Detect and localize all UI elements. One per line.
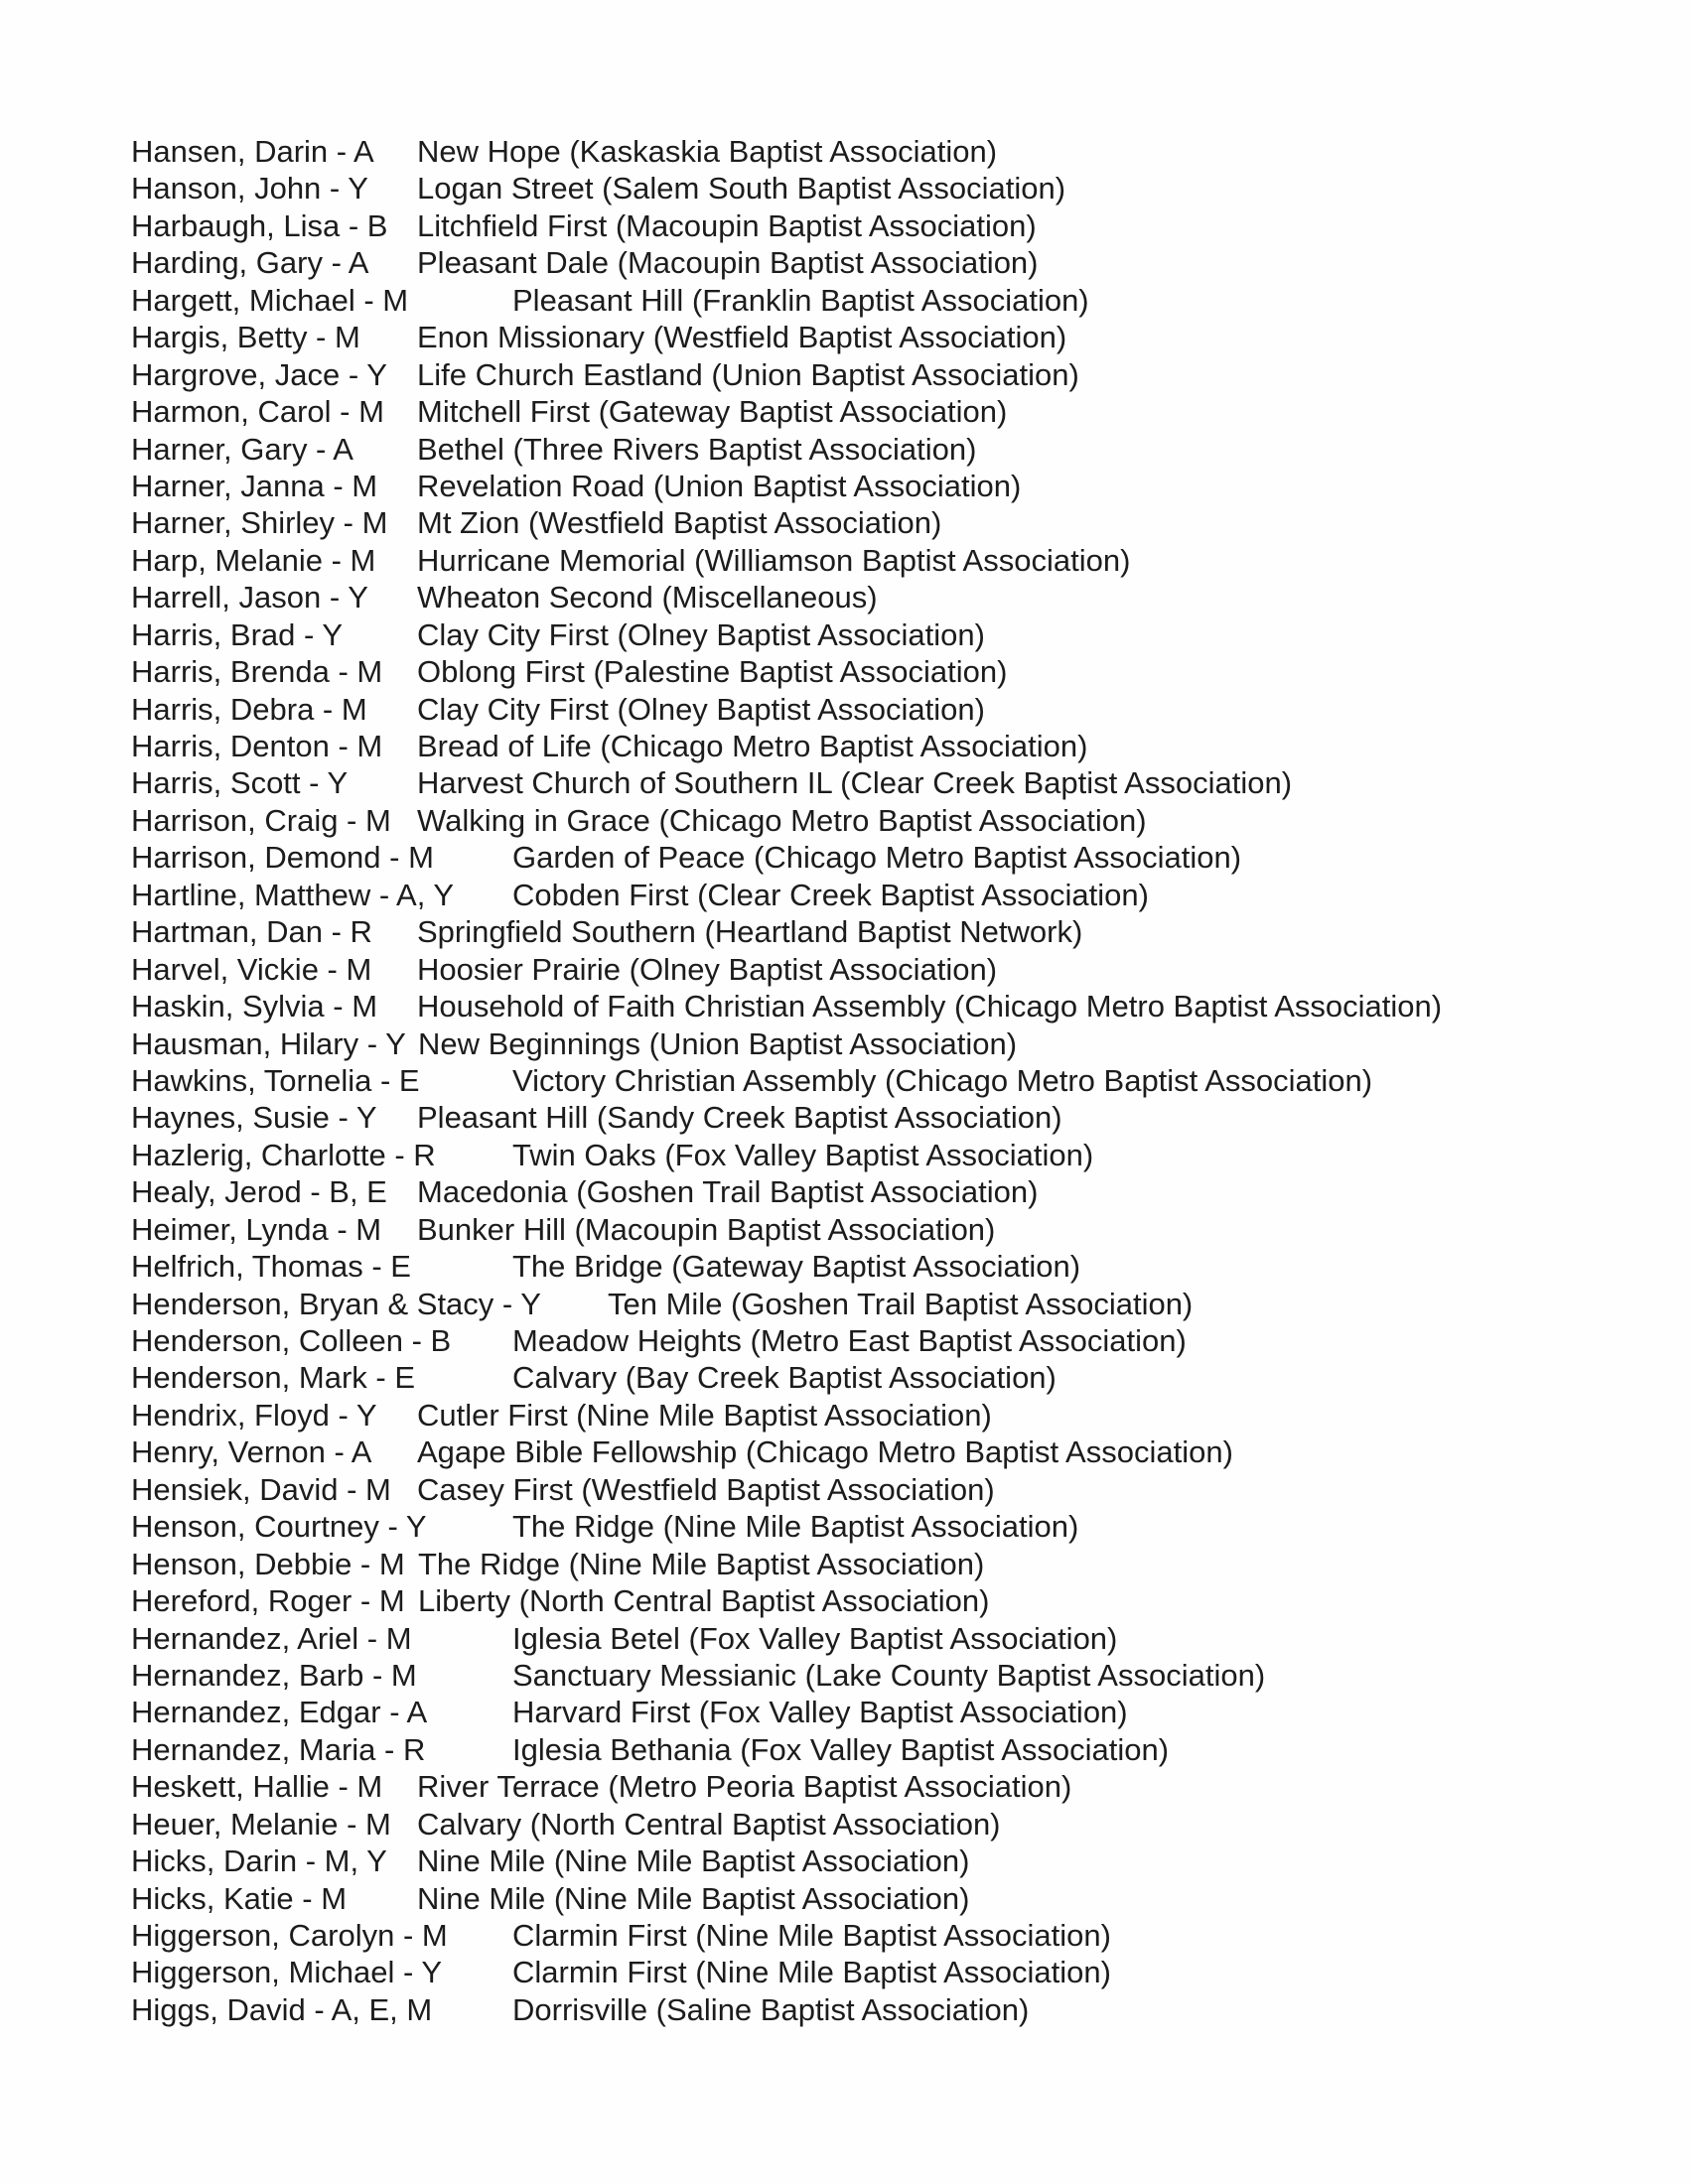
church-association: Garden of Peace (Chicago Metro Baptist Association) [512,840,1242,876]
list-item [131,1248,1660,1285]
list-item [131,244,1660,281]
member-name: Harmon, Carol - M [131,394,384,430]
church-association: Pleasant Hill (Franklin Baptist Association) [512,282,1089,318]
church-association: Walking in Grace (Chicago Metro Baptist Association) [417,802,1147,838]
church-association: Calvary (North Central Baptist Association) [417,1806,1001,1842]
member-name: Henson, Courtney - Y [131,1509,427,1545]
church-association: Oblong First (Palestine Baptist Association) [417,654,1008,690]
church-association: Harvest Church of Southern IL (Clear Creek Baptist Association) [417,765,1293,801]
list-item [131,1880,1660,1917]
list-item [131,1768,1660,1805]
church-association: Revelation Road (Union Baptist Association) [417,468,1022,503]
member-name: Heuer, Melanie - M [131,1806,391,1842]
church-association: Hurricane Memorial (Williamson Baptist Association) [417,542,1131,578]
member-name: Haskin, Sylvia - M [131,989,378,1024]
list-item [131,1322,1660,1359]
list-item [131,1546,1660,1582]
church-association: Liberty (North Central Baptist Association) [418,1583,990,1619]
list-item [131,431,1660,468]
list-item [131,468,1660,504]
church-association: Ten Mile (Goshen Trail Baptist Association) [608,1286,1194,1321]
list-item [131,951,1660,988]
church-association: Macedonia (Goshen Trail Baptist Association) [417,1174,1039,1210]
member-name: Harris, Brenda - M [131,654,383,690]
member-name: Hargrove, Jace - Y [131,356,387,392]
church-association: Bunker Hill (Macoupin Baptist Association) [417,1211,996,1247]
member-name: Hanson, John - Y [131,171,368,206]
list-item [131,1471,1660,1508]
member-name: Heskett, Hallie - M [131,1769,383,1805]
member-name: Harrison, Craig - M [131,802,391,838]
list-item [131,504,1660,541]
member-name: Harris, Brad - Y [131,616,344,652]
member-name: Hendrix, Floyd - Y [131,1397,377,1433]
list-item [131,1286,1660,1322]
church-association: Harvard First (Fox Valley Baptist Association) [512,1695,1128,1730]
list-item [131,877,1660,913]
list-item [131,282,1660,319]
member-name: Hernandez, Barb - M [131,1657,417,1693]
list-item [131,319,1660,355]
church-association: The Ridge (Nine Mile Baptist Association) [418,1546,985,1581]
church-association: Sanctuary Messianic (Lake County Baptist Association) [512,1657,1266,1693]
list-item [131,170,1660,206]
member-name: Hicks, Darin - M, Y [131,1843,387,1879]
member-name: Higgs, David - A, E, M [131,1991,433,2027]
list-item [131,1806,1660,1843]
member-name: Henson, Debbie - M [131,1546,405,1581]
member-name: Henry, Vernon - A [131,1434,372,1470]
member-name: Harrell, Jason - Y [131,580,368,615]
church-association: Hoosier Prairie (Olney Baptist Association) [417,951,998,987]
church-association: Clarmin First (Nine Mile Baptist Association) [512,1955,1111,1990]
church-association: New Hope (Kaskaskia Baptist Association) [417,134,998,169]
church-association: Iglesia Betel (Fox Valley Baptist Association) [512,1620,1118,1656]
church-association: Logan Street (Salem South Baptist Association) [417,171,1066,206]
church-association: Clay City First (Olney Baptist Association) [417,691,985,727]
list-item [131,1397,1660,1433]
list-item [131,616,1660,653]
member-name: Harner, Shirley - M [131,505,388,541]
member-name: Hartman, Dan - R [131,914,372,950]
member-name: Harp, Melanie - M [131,542,376,578]
list-item [131,542,1660,579]
church-association: Enon Missionary (Westfield Baptist Association) [417,320,1067,355]
church-association: Cutler First (Nine Mile Baptist Association) [417,1397,992,1433]
member-name: Harner, Janna - M [131,468,378,503]
member-name: Henderson, Colleen - B [131,1323,452,1358]
list-item [131,728,1660,764]
member-name: Harrison, Demond - M [131,840,434,876]
member-name: Hawkins, Tornelia - E [131,1062,420,1098]
member-name: Healy, Jerod - B, E [131,1174,387,1210]
member-name: Helfrich, Thomas - E [131,1249,411,1285]
member-name: Hereford, Roger - M [131,1583,405,1619]
list-item [131,1731,1660,1768]
church-association: The Ridge (Nine Mile Baptist Association) [512,1509,1079,1545]
church-association: New Beginnings (Union Baptist Association) [418,1025,1018,1061]
church-association: Nine Mile (Nine Mile Baptist Association) [417,1880,970,1916]
member-name: Harvel, Vickie - M [131,951,372,987]
member-name: Hernandez, Maria - R [131,1731,426,1767]
member-name: Higgerson, Carolyn - M [131,1918,448,1953]
list-item [131,1694,1660,1730]
member-name: Hazlerig, Charlotte - R [131,1137,436,1172]
church-association: Nine Mile (Nine Mile Baptist Association) [417,1843,970,1879]
list-item [131,1211,1660,1248]
church-association: Clarmin First (Nine Mile Baptist Association) [512,1918,1111,1953]
church-association: Casey First (Westfield Baptist Association) [417,1471,995,1507]
list-item [131,579,1660,615]
church-association: Bread of Life (Chicago Metro Baptist Association) [417,729,1088,763]
member-name: Hensiek, David - M [131,1471,391,1507]
list-item [131,1173,1660,1210]
church-association: Cobden First (Clear Creek Baptist Association) [512,877,1149,912]
list-item [131,1508,1660,1545]
church-association: Iglesia Bethania (Fox Valley Baptist Association) [512,1731,1170,1767]
list-item [131,839,1660,876]
church-association: Pleasant Dale (Macoupin Baptist Association) [417,245,1039,281]
list-item [131,1062,1660,1099]
member-name: Hartline, Matthew - A, Y [131,877,455,912]
member-name: Haynes, Susie - Y [131,1100,377,1136]
list-item [131,1954,1660,1990]
list-item [131,653,1660,690]
member-name: Harding, Gary - A [131,245,369,281]
church-association: River Terrace (Metro Peoria Baptist Association) [417,1769,1072,1805]
church-association: Wheaton Second (Miscellaneous) [417,580,878,615]
member-name: Hargis, Betty - M [131,320,360,355]
list-item [131,1991,1660,2028]
member-name: Henderson, Bryan & Stacy - Y [131,1286,541,1321]
church-association: Agape Bible Fellowship (Chicago Metro Baptist Association) [417,1434,1233,1470]
list-item [131,133,1660,170]
church-association: Pleasant Hill (Sandy Creek Baptist Association) [417,1100,1062,1136]
list-item [131,1433,1660,1470]
list-item [131,1099,1660,1136]
list-item [131,393,1660,430]
member-name: Henderson, Mark - E [131,1360,415,1396]
list-item [131,802,1660,839]
church-association: Mt Zion (Westfield Baptist Association) [417,505,942,541]
member-name: Higgerson, Michael - Y [131,1955,443,1990]
church-association: Clay City First (Olney Baptist Association) [417,616,985,652]
member-name: Hargett, Michael - M [131,282,409,318]
member-name: Heimer, Lynda - M [131,1211,382,1247]
member-name: Harris, Debra - M [131,691,367,727]
list-item [131,1025,1660,1062]
church-association: Household of Faith Christian Assembly (Chicago Metro Baptist Association) [417,989,1443,1024]
list-item [131,691,1660,728]
list-item [131,1843,1660,1879]
member-name: Hausman, Hilary - Y [131,1025,406,1061]
church-association: Calvary (Bay Creek Baptist Association) [512,1360,1057,1396]
list-item [131,1582,1660,1619]
list-item [131,1917,1660,1954]
list-item [131,1657,1660,1694]
list-item [131,913,1660,950]
church-association: Twin Oaks (Fox Valley Baptist Association) [512,1137,1094,1172]
directory-list [131,133,1660,2028]
member-name: Harris, Denton - M [131,729,383,763]
member-name: Harbaugh, Lisa - B [131,207,388,243]
list-item [131,207,1660,244]
church-association: Life Church Eastland (Union Baptist Association) [417,356,1079,392]
list-item [131,1359,1660,1396]
church-association: Bethel (Three Rivers Baptist Association) [417,431,977,467]
church-association: Litchfield First (Macoupin Baptist Association) [417,207,1037,243]
member-name: Hansen, Darin - A [131,134,374,169]
member-name: Hernandez, Edgar - A [131,1695,428,1730]
church-association: Victory Christian Assembly (Chicago Metro Baptist Association) [512,1062,1373,1098]
member-name: Harner, Gary - A [131,431,353,467]
list-item [131,988,1660,1024]
list-item [131,1137,1660,1173]
church-association: The Bridge (Gateway Baptist Association) [512,1249,1081,1285]
member-name: Hicks, Katie - M [131,1880,348,1916]
church-association: Springfield Southern (Heartland Baptist Network) [417,914,1083,950]
church-association: Mitchell First (Gateway Baptist Association) [417,394,1008,430]
list-item [131,1620,1660,1657]
member-name: Hernandez, Ariel - M [131,1620,412,1656]
list-item [131,356,1660,393]
member-name: Harris, Scott - Y [131,765,349,801]
list-item [131,764,1660,801]
church-association: Meadow Heights (Metro East Baptist Association) [512,1323,1187,1358]
church-association: Dorrisville (Saline Baptist Association) [512,1991,1030,2027]
